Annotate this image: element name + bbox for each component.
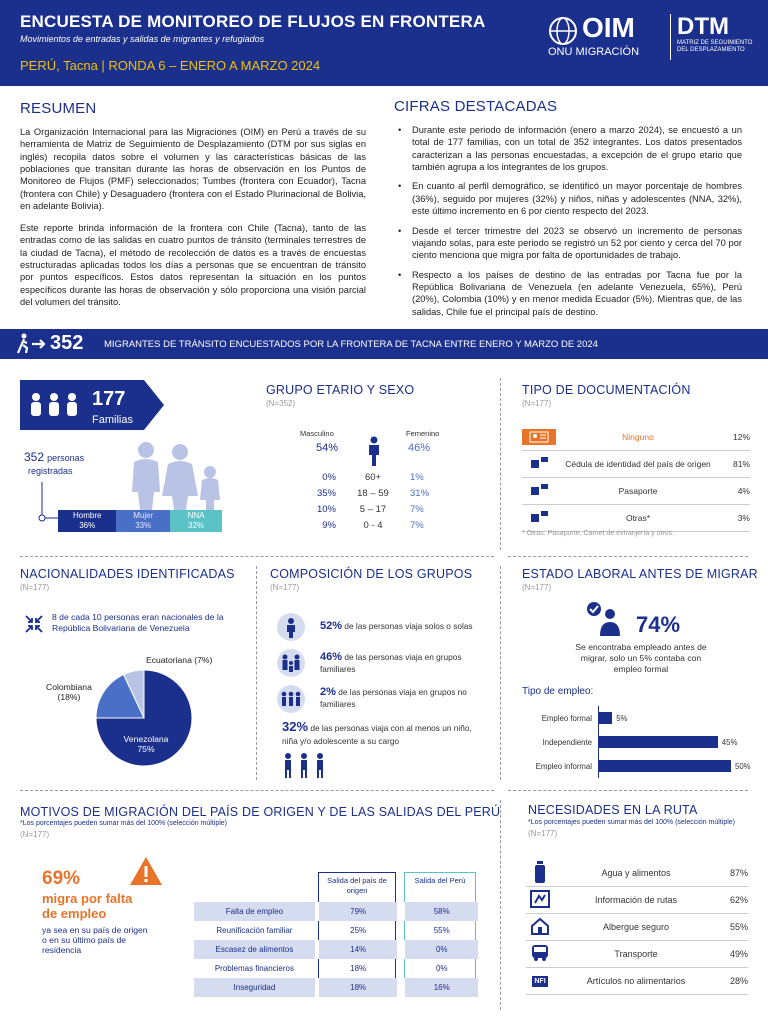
col-header-origin: Salida del país de origen: [327, 876, 387, 895]
persons-count: 352: [24, 450, 45, 464]
age-range: 18 – 59: [357, 488, 389, 499]
female-total: 46%: [408, 442, 431, 454]
doc-value: 81%: [732, 459, 750, 469]
need-label: Transporte: [614, 949, 658, 959]
motivos-big-text-2: de empleo: [42, 905, 107, 921]
people-silhouette-icon: [124, 440, 228, 510]
non-family-group-icon: [276, 684, 306, 714]
motivo-peru-value: 16%: [405, 978, 478, 997]
id-card-icon: [522, 429, 556, 445]
passport-icon: [522, 483, 556, 499]
segment-pct: 32%: [188, 521, 205, 530]
oim-logo-subtext: ONU MIGRACIÓN: [548, 46, 640, 58]
employment-label: Independiente: [542, 737, 592, 747]
need-label: Información de rutas: [594, 895, 678, 905]
table-row: [194, 940, 478, 959]
walking-arrow-icon: [16, 333, 46, 355]
motivo-origin-value: 18%: [350, 964, 367, 973]
need-row: [526, 968, 748, 995]
comp-n: (N=177): [270, 583, 300, 592]
motivos-n: (N=177): [20, 830, 50, 839]
total-band: [0, 329, 768, 359]
water-food-icon: [526, 861, 554, 885]
age-male-pct: 9%: [322, 520, 336, 531]
segment-label: Hombre: [73, 511, 102, 520]
arrows-in-icon: [24, 614, 44, 634]
laboral-pct: 74%: [636, 612, 681, 637]
cifras-item: • Durante este periodo de información (enero a marzo 2024), se encuestó a un total de 177 familias, con un total de 352 integrantes. Los datos presentados caracterizan a las personas encuestadas, a excepción de el grupo etario que también agrupa a los integrantes de los grupos.: [398, 124, 742, 173]
cifras-item: • En cuanto al perfil demográfico, se identificó un mayor porcentaje de hombres (36%), seguido por mujeres (32%) y niños, niñas y adolescentes (NNA, 32%), este último incremento en 6 por ciento respecto del 2023.: [398, 180, 742, 217]
doc-row: [522, 478, 750, 505]
doc-row: [522, 451, 750, 478]
cifras-item: • Desde el tercer trimestre del 2023 se observó un incremento de personas viajando solas, para este periodo se registró un 52 por ciento y cerca del 70 por ciento menciona que migra por falta de oportunidades de trabajo.: [398, 225, 742, 262]
nac-n: (N=177): [20, 583, 50, 592]
comp-pct: 52%: [320, 620, 343, 632]
familias-count: 177: [92, 388, 126, 410]
doc-label: Otras*: [625, 513, 651, 523]
age-row: [300, 488, 440, 504]
age-range: 0 - 4: [363, 520, 383, 531]
shelter-icon: [526, 917, 554, 937]
motivos-note: *Los porcentajes pueden sumar más del 100% (selección múltiple): [20, 820, 227, 827]
motivo-origin-value: 18%: [319, 978, 398, 997]
adult-child-icon: [282, 752, 332, 778]
nec-list: [526, 860, 748, 995]
divider: [500, 566, 501, 780]
other-doc-icon: [522, 510, 556, 526]
employment-row: [522, 730, 752, 754]
resumen-paragraph-2: Este reporte brinda información de la frontera con Chile (Tacna), tanto de las entradas como de las salidas en cuatro puntos de tránsito (terminales terrestres de la ciudad de Tacna), el método de recolección de datos es a través de encuestas estructuradas aplicadas todos los días a personas que se encuentran de tránsito por puntos específicos. Estos datos representan la situación en los puntos específicos durante las horas de observación y sólo proporciona una visión parcial del volumen del tránsito.: [20, 223, 366, 308]
divider: [20, 556, 494, 557]
table-row: [194, 959, 478, 978]
age-row: [300, 520, 440, 536]
motivo-label: Problemas financieros: [214, 964, 294, 973]
age-female-pct: 31%: [410, 488, 430, 499]
age-female-pct: 7%: [410, 520, 424, 531]
motivo-label: Escasez de alimentos: [194, 940, 315, 959]
person-icon: [366, 436, 382, 466]
nec-title: NECESIDADES EN LA RUTA: [528, 803, 698, 817]
segment-label: Mujer: [133, 511, 154, 520]
single-person-icon: [276, 612, 306, 642]
employment-bar-chart: [522, 706, 752, 778]
divider: [500, 800, 501, 1010]
pie-label-venezolana: [118, 734, 174, 754]
segment-pct: 33%: [135, 521, 152, 530]
cifras-item: • Respecto a los países de destino de las entradas por Tacna fue por la República Bolivariana de Venezuela (en adelante Venezuela, 65%), Perú (20%), Colombia (10%) y en menor medida Ecuador (5%). Mientras que, de las salidas, Chile fue el principal país de destino.: [398, 269, 742, 318]
comp-item: [320, 620, 495, 632]
pie-label-ecuatoriana: Ecuatoriana (7%): [146, 655, 213, 665]
comp-nna-text: de las personas viaja con al menos un niño, niña y/o adolescente a su cargo: [282, 723, 472, 746]
employment-bar: [599, 736, 718, 748]
motivo-peru-value: 58%: [405, 902, 478, 921]
segment-hombre: [58, 510, 116, 532]
divider: [500, 378, 501, 550]
motivo-label: Inseguridad: [194, 978, 315, 997]
resumen-paragraph-1: La Organización Internacional para las Migraciones (OIM) en Perú a través de su herramienta de Matriz de Seguimiento de Desplazamiento (DTM por sus siglas en inglés) recopila datos sobre el volumen y las características básicas de las poblaciones que transitan durante las horas de observación en los Puntos de Monitoreo de Flujos (PMF) seleccionados; Tumbes (frontera con Ecuador), Tacna (frontera con Chile) y Desaguadero (frontera con el Estado Plurinacional de Bolivia, en adelante Bolivia).: [20, 127, 366, 212]
segment-pct: 36%: [79, 521, 96, 530]
doc-value: 3%: [737, 513, 750, 523]
report-round: PERÚ, Tacna | RONDA 6 – ENERO A MARZO 2024: [20, 58, 321, 73]
persons-label-1: personas: [47, 453, 85, 463]
motivos-table: [194, 902, 478, 997]
tipo-empleo-title: Tipo de empleo:: [522, 686, 594, 697]
comp-pct: 46%: [320, 651, 343, 663]
age-male-pct: 35%: [316, 488, 336, 499]
persons-count-line: [24, 450, 84, 464]
employment-row: [522, 754, 752, 778]
grupo-n: (N=352): [266, 399, 296, 408]
motivo-label: Falta de empleo: [194, 902, 315, 921]
family-icon: [28, 392, 80, 420]
laboral-text: Se encontraba empleado antes de migrar, solo un 5% contaba con empleo formal: [575, 642, 707, 675]
oim-logo: [548, 14, 668, 58]
comp-nna: [282, 719, 482, 747]
pie-label-colombiana-name: Colombiana: [46, 682, 92, 692]
divider: [256, 566, 257, 780]
nfi-icon: [526, 975, 554, 987]
doc-list: [522, 424, 750, 532]
doc-note: * Otras: Pasaporte, Carnet de extranjería y otros.: [522, 530, 675, 537]
resumen-title: RESUMEN: [20, 100, 97, 117]
motivo-origin-value: 14%: [319, 940, 398, 959]
need-value: 49%: [729, 949, 748, 959]
need-label: Albergue seguro: [602, 922, 670, 932]
report-title: ENCUESTA DE MONITOREO DE FLUJOS EN FRONTERA: [20, 12, 486, 31]
motivos-big-text-1: migra por falta: [42, 891, 133, 906]
male-total: 54%: [316, 442, 339, 454]
employment-pct: 50%: [735, 761, 751, 771]
dtm-logo: [670, 14, 760, 60]
pie-label-colombiana: [46, 682, 92, 702]
age-female-pct: 7%: [410, 504, 424, 515]
doc-n: (N=177): [522, 399, 552, 408]
age-table: [300, 472, 440, 536]
bus-icon: [526, 944, 554, 964]
nac-highlight: 8 de cada 10 personas eran nacionales de la República Bolivariana de Venezuela: [52, 612, 224, 634]
nec-note: *Los porcentajes pueden sumar más del 100% (selección múltiple): [528, 819, 735, 826]
dtm-logo-text: DTM: [677, 13, 729, 40]
employment-row: [522, 706, 752, 730]
doc-label: Cédula de identidad del país de origen: [565, 459, 711, 469]
employment-label: Empleo formal: [541, 713, 592, 723]
cifras-list: [398, 124, 742, 325]
motivo-origin-value: 79%: [319, 902, 398, 921]
need-value: 28%: [729, 976, 748, 986]
age-range: 60+: [364, 472, 382, 483]
doc-row: [522, 505, 750, 532]
need-label: Agua y alimentos: [601, 868, 671, 878]
pie-label-venezolana-pct: 75%: [137, 744, 155, 754]
doc-row: [522, 424, 750, 451]
motivo-peru-value: 0%: [435, 964, 448, 973]
doc-title: TIPO DE DOCUMENTACIÓN: [522, 383, 691, 397]
segment-nna: [170, 510, 222, 532]
need-row: [526, 914, 748, 941]
motivos-title: MOTIVOS DE MIGRACIÓN DEL PAÍS DE ORIGEN Y DE LAS SALIDAS DEL PERÚ: [20, 805, 501, 819]
doc-label: Ninguno: [622, 432, 654, 442]
comp-text: de las personas viaja en grupos familiares: [320, 652, 462, 675]
age-row: [300, 472, 440, 488]
divider: [508, 556, 748, 557]
employment-pct: 5%: [616, 713, 628, 723]
age-range: 5 – 17: [359, 504, 387, 515]
comp-nna-pct: 32%: [282, 719, 309, 734]
band-text: MIGRANTES DE TRÁNSITO ENCUESTADOS POR LA FRONTERA DE TACNA ENTRE ENERO Y MARZO DE 2024: [104, 339, 598, 350]
comp-pct: 2%: [320, 686, 336, 698]
nfi-icon-label: NFI: [534, 978, 546, 985]
nec-n: (N=177): [528, 829, 558, 838]
motivos-big-text: [42, 892, 132, 922]
male-label: Masculino: [300, 429, 334, 438]
motivo-peru-value: 0%: [405, 940, 478, 959]
comp-text: de las personas viaja solos o solas: [344, 621, 473, 631]
col-header-peru: Salida del Perú: [414, 876, 466, 885]
motivos-big-pct: 69%: [42, 868, 81, 889]
divider: [20, 790, 494, 791]
table-row: [194, 921, 478, 940]
doc-value: 4%: [737, 486, 750, 496]
header-banner: [0, 0, 768, 86]
employment-label: Empleo informal: [535, 761, 592, 771]
need-value: 55%: [729, 922, 748, 932]
cifras-title: CIFRAS DESTACADAS: [394, 98, 558, 115]
familias-label: Familias: [92, 414, 133, 426]
band-count: 352: [50, 332, 84, 354]
oim-logo-text: OIM: [582, 12, 635, 43]
female-label: Femenino: [406, 429, 440, 438]
warning-icon: [128, 855, 164, 887]
age-female-pct: 1%: [410, 472, 424, 483]
comp-text: de las personas viaja en grupos no familiares: [320, 687, 467, 710]
motivo-peru-value: 55%: [433, 926, 450, 935]
laboral-n: (N=177): [522, 583, 552, 592]
employment-bar: [599, 712, 612, 724]
divider: [508, 790, 748, 791]
need-label: Artículos no alimentarios: [586, 976, 686, 986]
motivos-small-text: ya sea en su país de origen o en su último país de residencia: [42, 925, 148, 955]
report-subtitle: Movimientos de entradas y salidas de migrantes y refugiados: [20, 34, 265, 44]
pie-label-colombiana-pct: (18%): [57, 692, 81, 702]
need-row: [526, 941, 748, 968]
globe-icon: [548, 16, 578, 46]
nac-title: NACIONALIDADES IDENTIFICADAS: [20, 567, 235, 581]
comp-item: [320, 650, 495, 675]
dtm-logo-subtext: MATRIZ DE SEGUIMIENTO DEL DESPLAZAMIENTO: [677, 40, 753, 53]
employment-bar: [599, 760, 731, 772]
id-flag-icon: [522, 456, 556, 472]
doc-label: Pasaporte: [618, 486, 658, 496]
age-male-pct: 0%: [322, 472, 336, 483]
comp-title: COMPOSICIÓN DE LOS GRUPOS: [270, 567, 473, 581]
sex-stacked-bar: [58, 510, 222, 532]
need-value: 87%: [729, 868, 748, 878]
comp-item: [320, 685, 495, 710]
need-row: [526, 860, 748, 887]
age-row: [300, 504, 440, 520]
grupo-title: GRUPO ETARIO Y SEXO: [266, 383, 415, 397]
employment-pct: 45%: [721, 737, 738, 747]
worker-check-icon: [586, 602, 622, 636]
laboral-title: ESTADO LABORAL ANTES DE MIGRAR: [522, 567, 758, 581]
table-row: [194, 978, 478, 997]
need-value: 62%: [729, 895, 748, 905]
family-group-icon: [276, 648, 306, 678]
need-row: [526, 887, 748, 914]
segment-label: NNA: [187, 511, 205, 520]
segment-mujer: [116, 510, 170, 532]
familias-arrow: [144, 380, 164, 430]
table-row: [194, 902, 478, 921]
motivo-label: Reunificación familiar: [216, 926, 293, 935]
persons-label-2: registradas: [28, 466, 73, 476]
doc-value: 12%: [732, 432, 750, 442]
route-info-icon: [526, 890, 554, 910]
age-male-pct: 10%: [316, 504, 336, 515]
pie-label-venezolana-name: Venezolana: [123, 734, 169, 744]
motivo-origin-value: 25%: [350, 926, 367, 935]
